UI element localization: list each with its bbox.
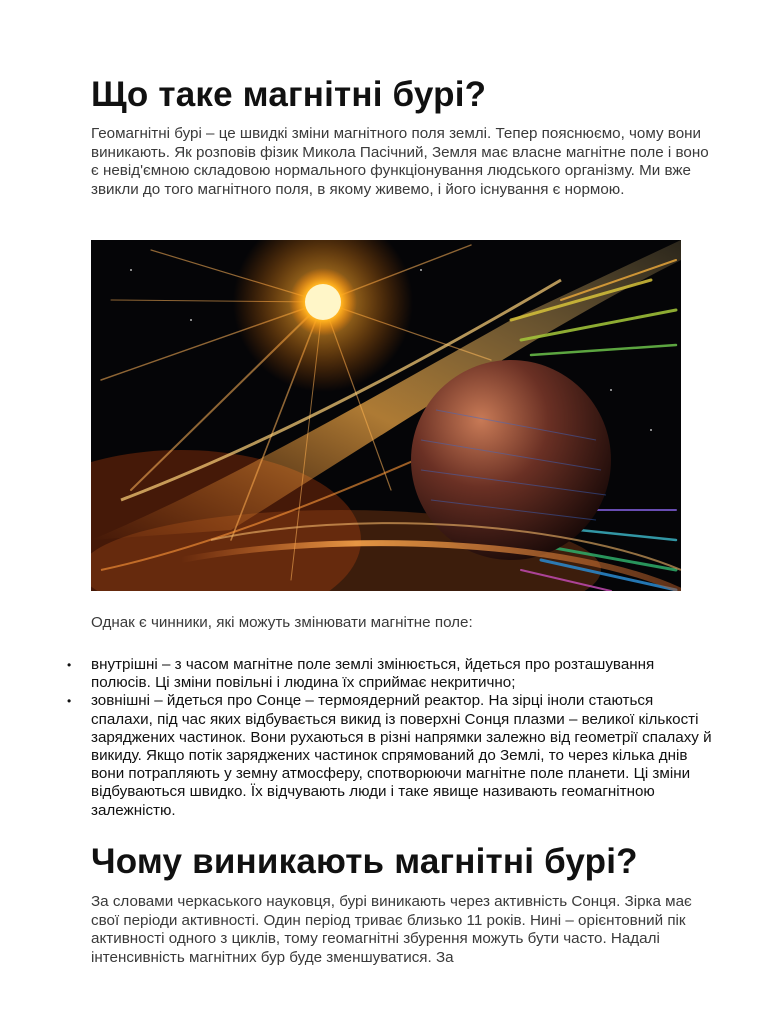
list-item-text: зовнішні – йдеться про Сонце – термоядерний реактор. На зірці іноли стаються спалахи, під час яких відбувається викид із поверхні Сонця плазми – великої кількості заряджених частинок. Вони рухаються в різні напрямки залежно від геометрії спалаху й викиду. Якщо потік заряджених частинок спрямований до Землі, то через кілька днів вони потрапляють у земну атмосферу, спотворюючи магнітне поле планети. Ці зміни відбуваються швидко. Їх відчувають люди і таке явище називають геомагнітною залежністю. (91, 692, 712, 819)
list-item (67, 692, 713, 819)
page-title: Що таке магнітні бурі? (91, 75, 487, 114)
section-title: Чому виникають магнітні бурі? (91, 842, 638, 881)
list-item-text: внутрішні – з часом магнітне поле землі змінюється, йдеться про розташування полюсів. Ці зміни повільні і людина їх сприймає некритично; (91, 656, 655, 692)
lead-paragraph: Однак є чинники, які можуть змінювати магнітне поле: (91, 614, 473, 631)
list-item (67, 656, 713, 692)
bullet-icon: • (67, 658, 72, 672)
closing-paragraph: За словами черкаського науковця, бурі виникають через активність Сонця. Зірка має свої періоди активності. Один період триває близько 11 років. Нині – орієнтовний пік активності одного з циклів, тому геомагнітні збурення можуть бути часто. Надалі інтенсивність магнітних бур буде зменшуватися. За (91, 893, 692, 966)
intro-paragraph: Геомагнітні бурі – це швидкі зміни магнітного поля землі. Тепер пояснюємо, чому вони виникають. Як розповів фізик Микола Пасічний, Земля має власне магнітне поле і воно є невід'ємною складовою нормального функціонування людського організму. Ми вже звикли до того магнітного поля, в якому живемо, і його існування є нормою. (91, 125, 709, 198)
bullet-icon: • (67, 694, 72, 709)
sun-planet-illustration (91, 240, 681, 591)
article-image (91, 240, 681, 591)
factor-list (67, 656, 713, 820)
